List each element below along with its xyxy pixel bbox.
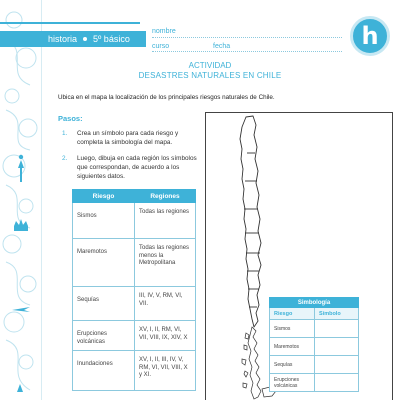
risk-table — [72, 189, 196, 391]
step-text: Crea un símbolo para cada riesgo y completa la simbología del mapa. — [77, 130, 179, 146]
activity-title: ACTIVIDAD — [188, 61, 232, 70]
risk-cell: Maremotos — [73, 239, 135, 287]
step-number: 2. — [62, 155, 68, 162]
separator-dot-icon — [83, 37, 87, 41]
subject-band — [0, 31, 146, 47]
swirl-ornament-icon — [0, 0, 42, 400]
table-row — [73, 203, 196, 239]
table-row — [73, 287, 196, 321]
risk-cell: Sequías — [73, 287, 135, 321]
regions-cell: Todas las regiones menos la Metropolitana — [135, 239, 196, 287]
name-label: nombre — [152, 28, 176, 35]
column-header-regiones: Regiones — [135, 190, 196, 203]
symbol-input-cell[interactable] — [315, 356, 359, 374]
table-header-row — [73, 190, 196, 203]
course-label: curso — [152, 43, 170, 50]
course-date-field[interactable] — [152, 51, 342, 52]
logo — [350, 16, 390, 56]
risk-cell: Erupciones volcánicas — [73, 321, 135, 351]
logo-letter: h — [361, 22, 379, 50]
table-row — [270, 320, 359, 338]
column-header-simbolo: Símbolo — [315, 308, 359, 320]
decorative-side-strip — [0, 0, 42, 400]
table-row — [73, 351, 196, 391]
regions-cell: XV, I, II, III, IV, V, RM, VI, VII, VIII, X y XI. — [135, 351, 196, 391]
table-row — [270, 356, 359, 374]
name-field[interactable] — [152, 37, 342, 38]
table-header-row — [270, 298, 359, 308]
symbology-title: Simbología — [270, 298, 359, 308]
symbology-risk-cell: Erupciones volcánicas — [270, 374, 315, 392]
table-header-row — [270, 308, 359, 320]
worksheet-header — [0, 0, 400, 56]
symbology-risk-cell: Maremotos — [270, 338, 315, 356]
date-label: fecha — [213, 43, 231, 50]
column-header-riesgo: Riesgo — [270, 308, 315, 320]
subject-label: historia — [48, 34, 78, 44]
step-text: Luego, dibuja en cada región los símbolos que correspondan, de acuerdo a los siguientes datos. — [77, 155, 197, 180]
symbol-input-cell[interactable] — [315, 338, 359, 356]
symbology-risk-cell: Sequías — [270, 356, 315, 374]
table-row — [270, 338, 359, 356]
regions-cell: XV, I, II, RM, VI, VII, VIII, IX, XIV, X — [135, 321, 196, 351]
symbol-input-cell[interactable] — [315, 320, 359, 338]
table-row — [73, 321, 196, 351]
symbology-risk-cell: Sismos — [270, 320, 315, 338]
column-header-riesgo: Riesgo — [73, 190, 135, 203]
step-number: 1. — [62, 130, 68, 137]
regions-cell: Todas las regiones — [135, 203, 196, 239]
table-row — [73, 239, 196, 287]
instruction-text: Ubica en el mapa la localización de los principales riesgos naturales de Chile. — [58, 94, 275, 101]
risk-cell: Sismos — [73, 203, 135, 239]
grade-label: 5º básico — [93, 34, 130, 44]
regions-cell: III, IV, V, RM, VI, VII. — [135, 287, 196, 321]
activity-subtitle: DESASTRES NATURALES EN CHILE — [138, 71, 282, 80]
risk-cell: Inundaciones — [73, 351, 135, 391]
steps-label: Pasos: — [58, 114, 83, 123]
symbol-input-cell[interactable] — [315, 374, 359, 392]
header-rule — [0, 22, 140, 24]
symbology-table — [269, 297, 359, 392]
table-row — [270, 374, 359, 392]
